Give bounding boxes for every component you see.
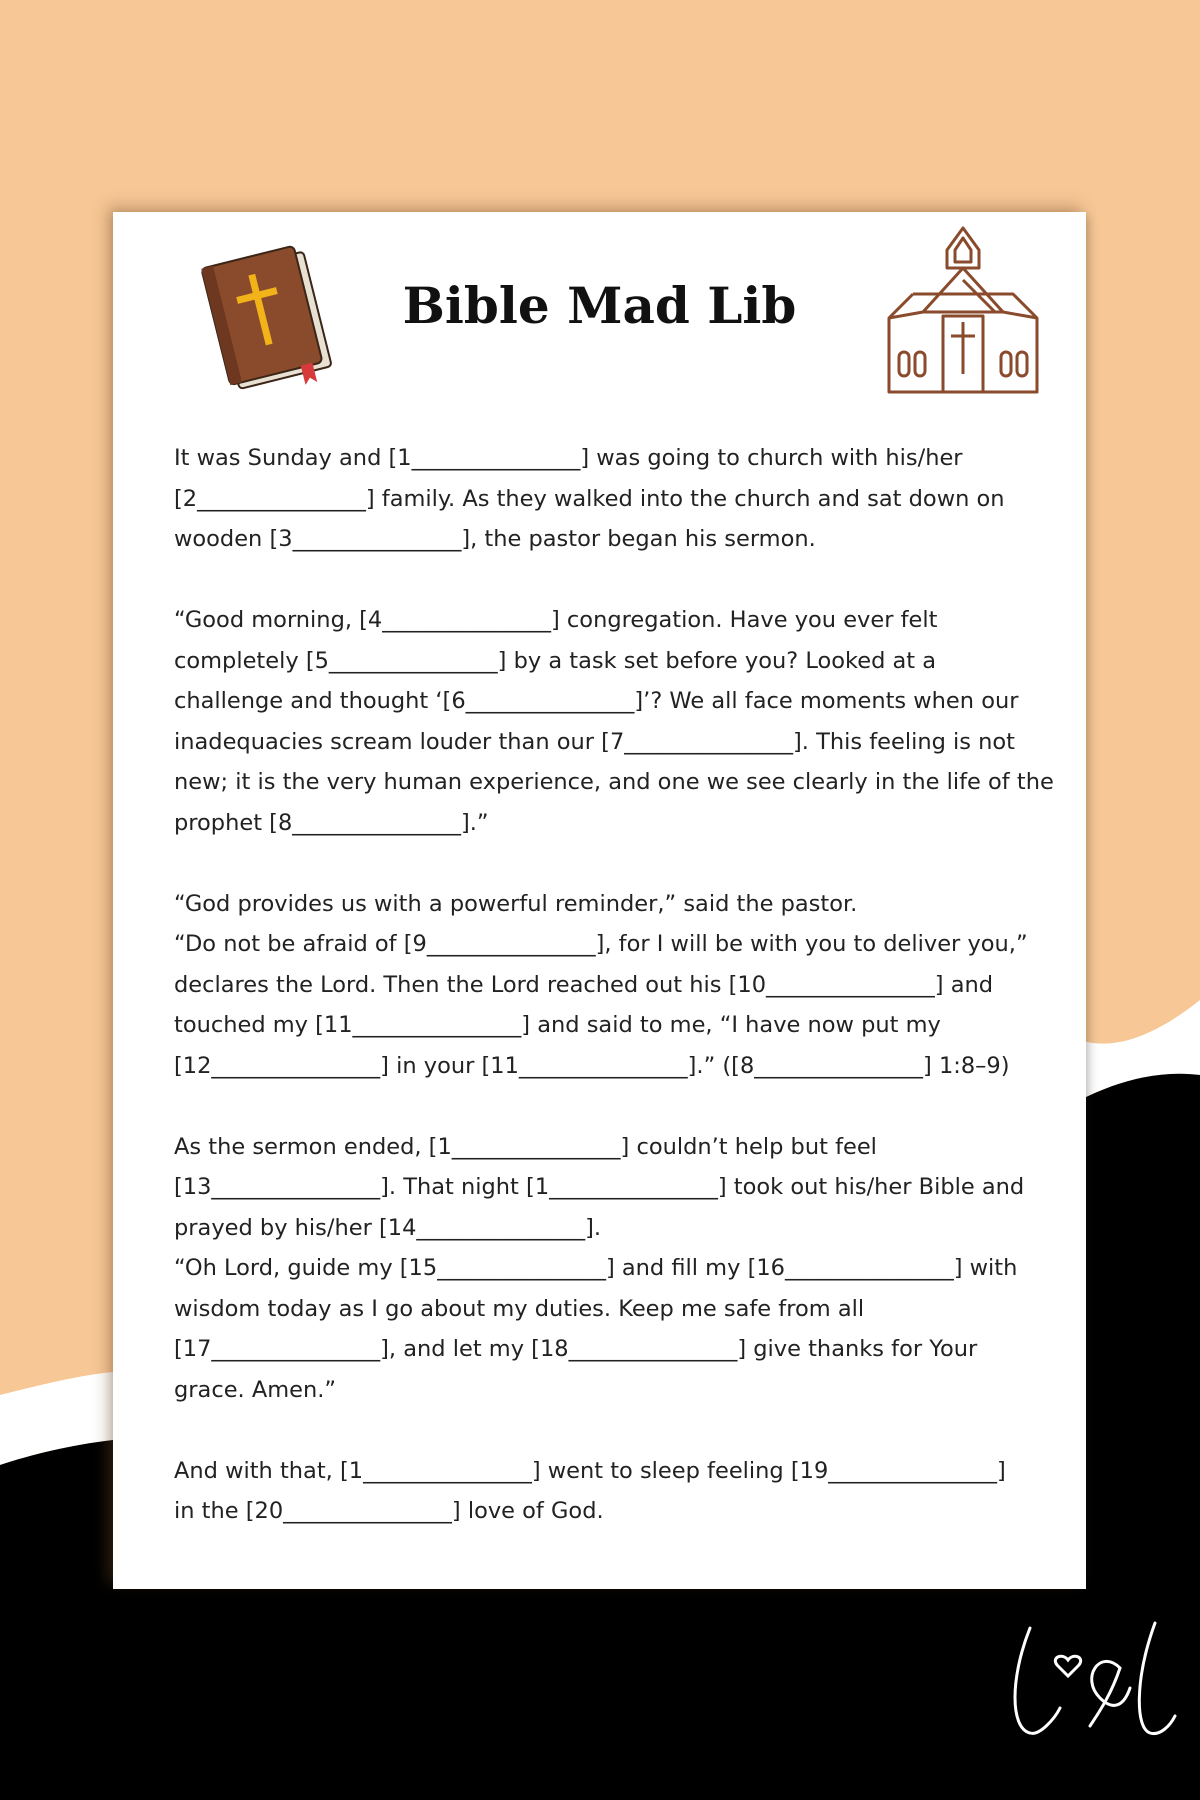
church-icon: [883, 224, 1043, 404]
story-line: And with that, [1_______________] went to sleep feeling [19_______________]: [174, 1457, 1006, 1484]
story-line: [13_______________]. That night [1_______________] took out his/her Bible and: [174, 1174, 1025, 1200]
story-line: prayed by his/her [14_______________].: [174, 1214, 602, 1241]
page-title: Bible Mad Lib: [402, 276, 797, 335]
story-line: wooden [3_______________], the pastor began his sermon.: [174, 526, 816, 552]
paragraph-2: [174, 600, 1054, 843]
story-line: completely [5_______________] by a task set before you? Looked at a: [174, 647, 937, 674]
story-line: wisdom today as I go about my duties. Keep me safe from all: [174, 1295, 865, 1322]
story-line: “God provides us with a powerful reminder,” said the pastor.: [174, 890, 858, 917]
worksheet-page: [113, 212, 1086, 1589]
story-line: declares the Lord. Then the Lord reached out his [10_______________] and: [174, 971, 994, 998]
paragraph-4: [174, 1127, 1044, 1411]
paragraph-5: [174, 1451, 1044, 1532]
story-line: [2_______________] family. As they walked into the church and sat down on: [174, 485, 1005, 512]
story-line: “Good morning, [4_______________] congregation. Have you ever felt: [174, 607, 938, 633]
story-line: [17_______________], and let my [18_______________] give thanks for Your: [174, 1336, 978, 1362]
story-line: [12_______________] in your [11_______________].” ([8_______________] 1:8–9): [174, 1052, 1010, 1079]
logo-text: L&L: [1000, 1608, 1002, 1609]
story-line: inadequacies scream louder than our [7_______________]. This feeling is not: [174, 728, 1015, 755]
mad-lib-story: [174, 438, 1054, 1572]
paragraph-1: [174, 438, 1044, 560]
story-line: It was Sunday and [1_______________] was going to church with his/her: [174, 445, 963, 471]
story-line: new; it is the very human experience, and one we see clearly in the life of the: [174, 769, 1054, 795]
story-line: “Do not be afraid of [9_______________], for I will be with you to deliver you,”: [174, 931, 1028, 957]
paragraph-3: [174, 884, 1044, 1087]
story-line: touched my [11_______________] and said to me, “I have now put my: [174, 1012, 941, 1038]
story-line: prophet [8_______________].”: [174, 809, 489, 836]
story-line: in the [20_______________] love of God.: [174, 1498, 604, 1524]
story-line: As the sermon ended, [1_______________] couldn’t help but feel: [174, 1133, 877, 1160]
story-line: challenge and thought ‘[6_______________]’? We all face moments when our: [174, 688, 1019, 714]
story-line: grace. Amen.”: [174, 1376, 337, 1403]
logo-icon: [1000, 1608, 1180, 1748]
story-line: “Oh Lord, guide my [15_______________] and fill my [16_______________] with: [174, 1255, 1018, 1281]
